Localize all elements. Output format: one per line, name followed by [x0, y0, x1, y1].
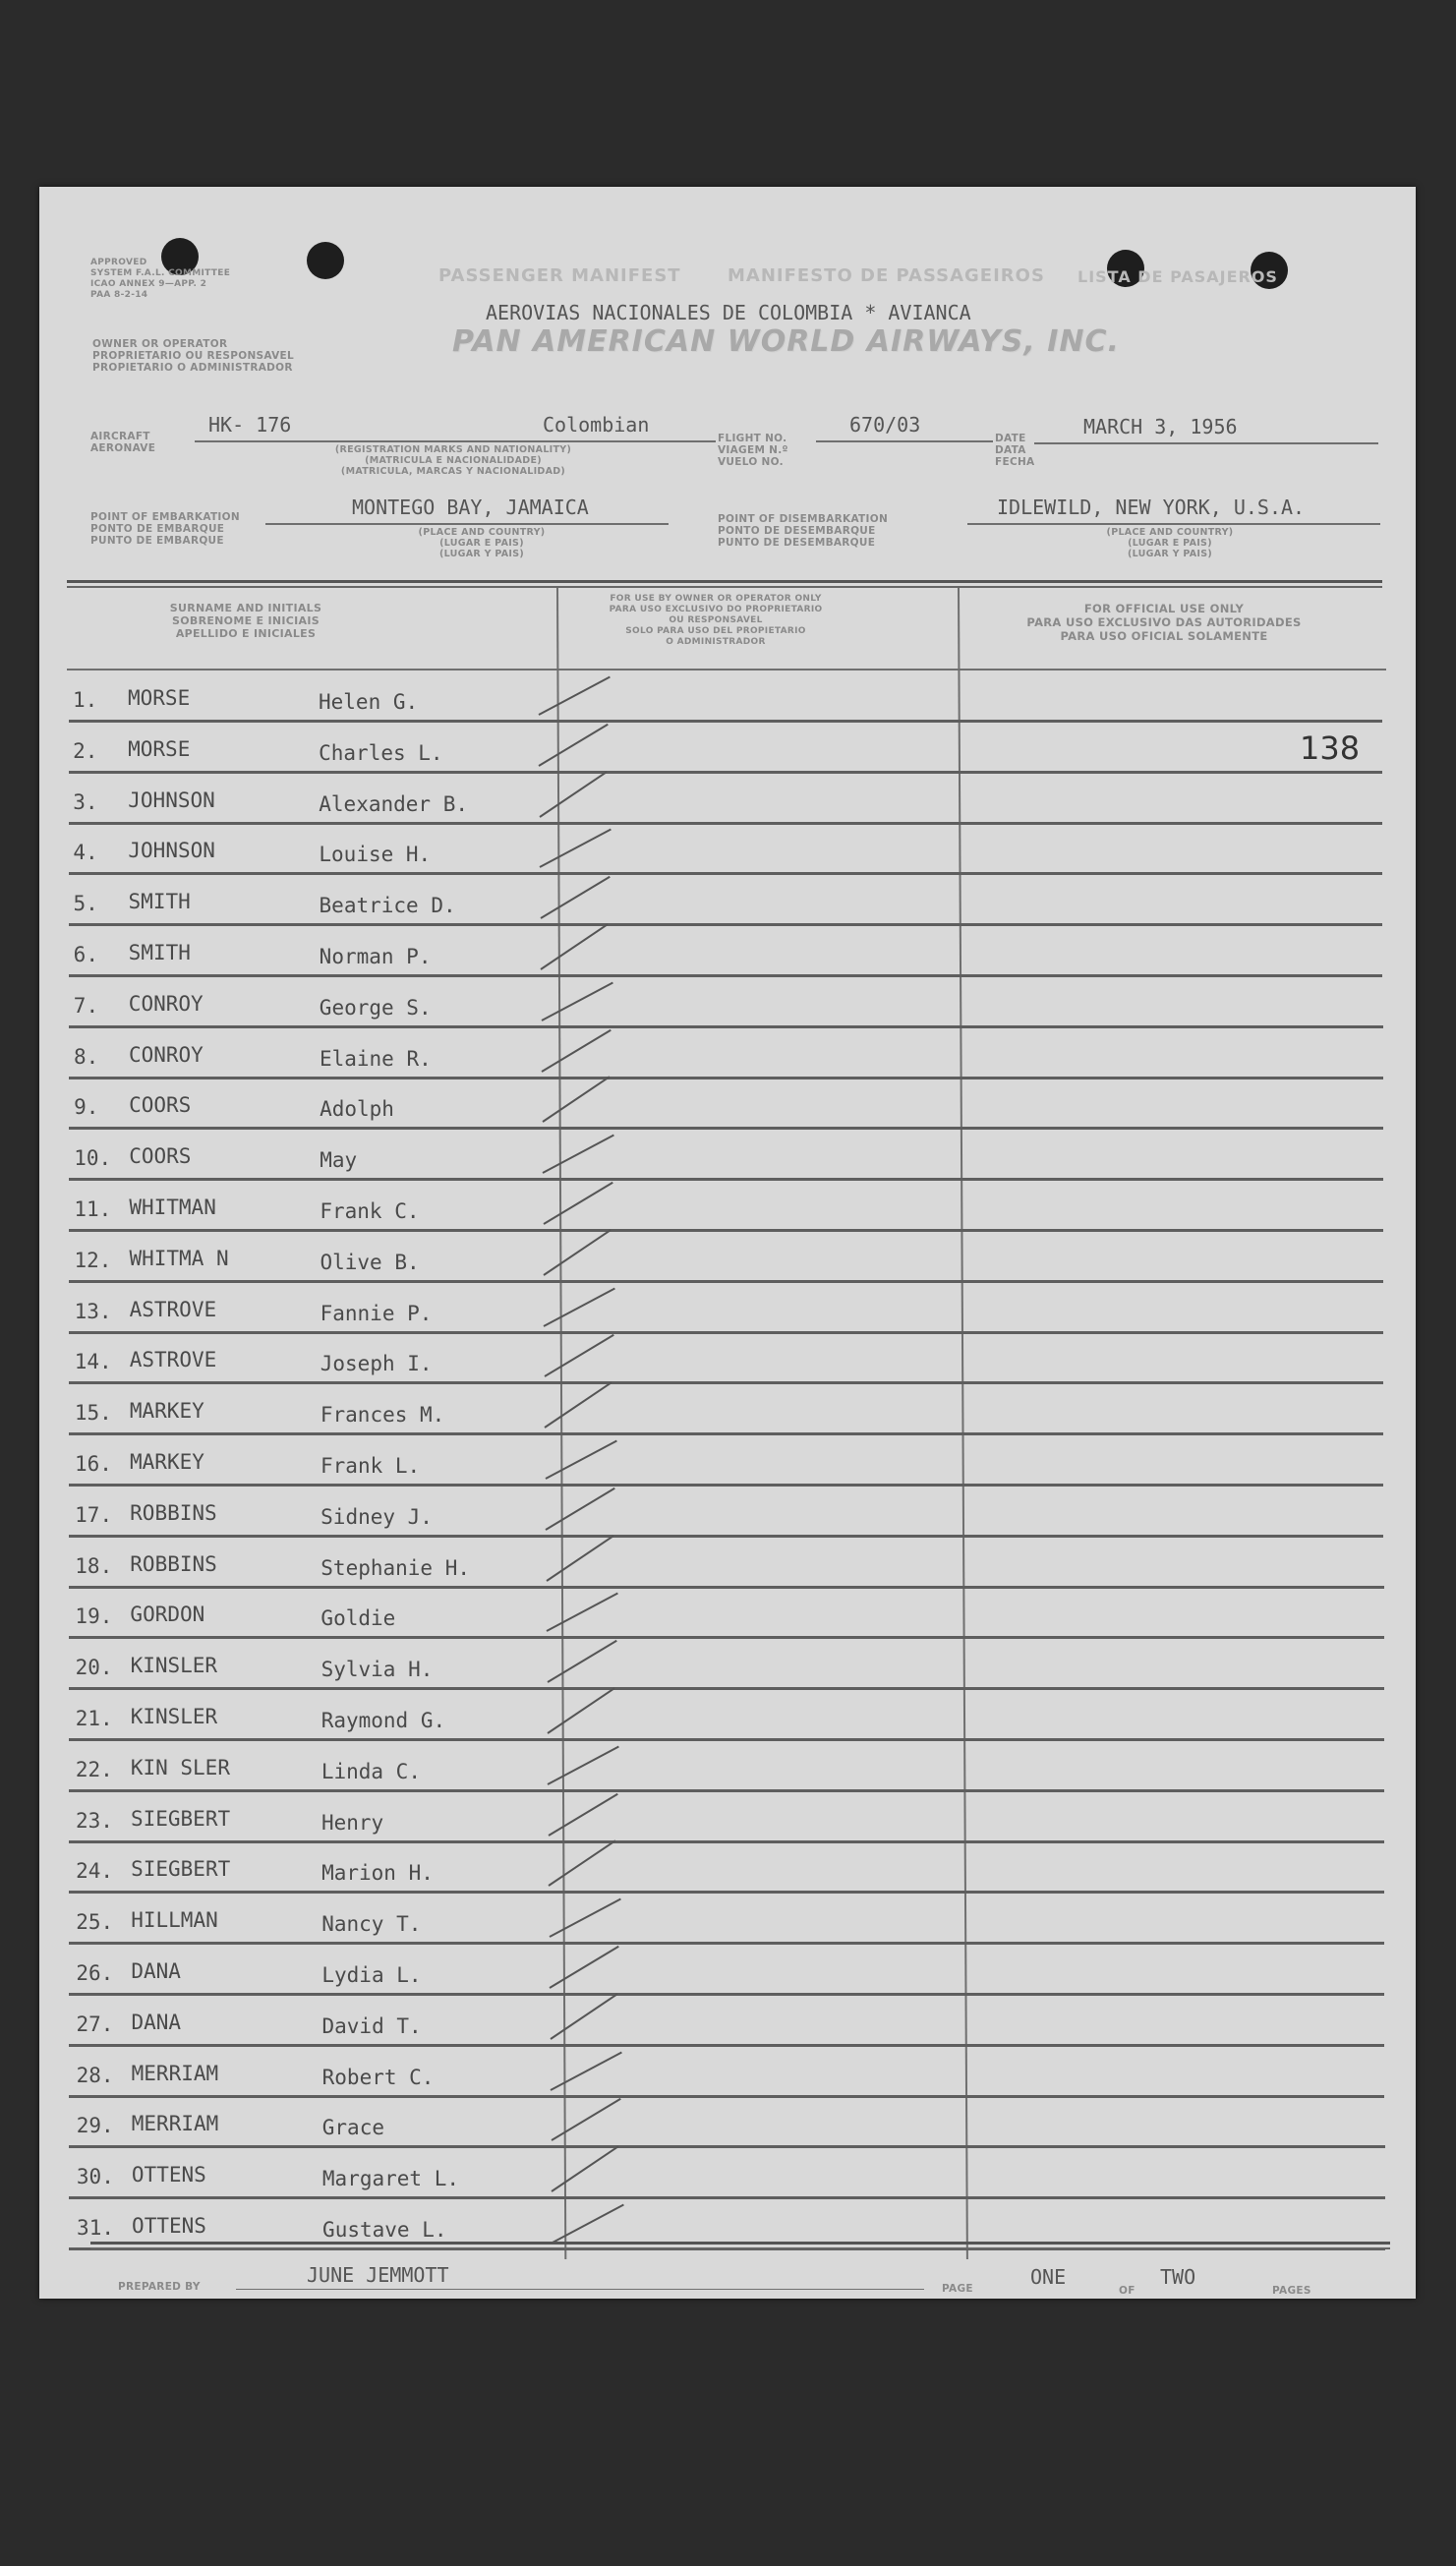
- date-labels: DATE DATA FECHA: [995, 433, 1035, 468]
- passenger-surname: WHITMA N: [129, 1246, 229, 1270]
- aircraft-underline: [195, 440, 716, 442]
- passenger-surname: MERRIAM: [131, 2112, 219, 2136]
- passenger-given-name: May: [320, 1148, 358, 1173]
- row-number: 20.: [75, 1656, 113, 1680]
- check-mark: [542, 1077, 610, 1124]
- date-underline: [1034, 442, 1378, 444]
- check-mark: [539, 676, 611, 716]
- column-header-official: FOR OFFICIAL USE ONLY PARA USO EXCLUSIVO DAS AUTORIDADES PARA USO OFICIAL SOLAMENTE: [1026, 602, 1302, 643]
- row-rule: [69, 1789, 1384, 1792]
- check-mark: [540, 876, 610, 919]
- passenger-surname: ROBBINS: [130, 1500, 217, 1525]
- row-rule: [69, 2196, 1385, 2199]
- check-mark: [547, 1687, 614, 1734]
- check-mark: [543, 1229, 611, 1276]
- passenger-surname: SMITH: [128, 890, 191, 914]
- check-mark: [550, 1946, 619, 1989]
- row-number: 1.: [73, 688, 98, 712]
- prepared-label: PREPARED BY: [118, 2281, 201, 2293]
- passenger-given-name: Marion H.: [321, 1861, 434, 1886]
- row-number: 18.: [75, 1553, 113, 1578]
- table-top-rule: [67, 580, 1382, 583]
- row-number: 7.: [73, 993, 99, 1018]
- registration-labels: (REGISTRATION MARKS AND NATIONALITY) (MATRICULA E NACIONALIDADE) (MATRICULA, MARCAS Y NACIONALIDAD): [334, 444, 572, 477]
- passenger-given-name: Robert C.: [321, 2065, 435, 2089]
- passenger-surname: OTTENS: [132, 2214, 206, 2238]
- row-number: 19.: [75, 1604, 113, 1629]
- total-pages-value: TWO: [1160, 2265, 1196, 2289]
- check-mark: [542, 1029, 612, 1073]
- row-number: 14.: [74, 1350, 112, 1374]
- disembark-place-labels: (PLACE AND COUNTRY) (LUGAR E PAIS) (LUGAR Y PAIS): [1106, 527, 1234, 559]
- row-number: 2.: [73, 738, 98, 763]
- table-bottom-rule-2: [90, 2247, 1390, 2249]
- check-mark: [551, 2051, 622, 2090]
- passenger-surname: DANA: [131, 2010, 182, 2034]
- page-value: ONE: [1030, 2265, 1067, 2289]
- column-divider-2: [958, 588, 968, 2259]
- row-rule: [69, 2145, 1385, 2148]
- passenger-given-name: Charles L.: [319, 740, 443, 765]
- check-mark: [546, 1535, 613, 1582]
- passenger-given-name: Beatrice D.: [319, 894, 456, 918]
- row-number: 31.: [77, 2216, 114, 2240]
- check-mark: [541, 981, 612, 1021]
- row-rule: [69, 974, 1382, 977]
- check-mark: [548, 1793, 617, 1837]
- of-label: OF: [1119, 2285, 1136, 2297]
- row-number: 21.: [75, 1707, 113, 1730]
- passenger-given-name: Sidney J.: [320, 1504, 433, 1529]
- row-rule: [69, 1229, 1383, 1232]
- row-rule: [69, 2044, 1384, 2047]
- row-rule: [69, 2095, 1384, 2098]
- title-pt: MANIFESTO DE PASSAGEIROS: [728, 265, 1045, 286]
- passenger-given-name: Margaret L.: [321, 2167, 459, 2191]
- pages-label: PAGES: [1272, 2285, 1311, 2297]
- row-number: 8.: [73, 1044, 99, 1069]
- flight-value: 670/03: [849, 413, 921, 437]
- check-mark: [540, 829, 612, 868]
- passenger-given-name: Frances M.: [320, 1403, 445, 1428]
- row-rule: [69, 1432, 1383, 1435]
- embark-value: MONTEGO BAY, JAMAICA: [352, 496, 589, 519]
- check-mark: [549, 1840, 616, 1888]
- passenger-surname: MERRIAM: [131, 2061, 219, 2085]
- row-number: 24.: [76, 1859, 114, 1884]
- passenger-surname: ROBBINS: [130, 1551, 217, 1576]
- check-mark: [552, 2204, 623, 2244]
- check-mark: [546, 1487, 615, 1531]
- nationality-value: Colombian: [543, 413, 650, 437]
- row-number: 9.: [74, 1095, 99, 1120]
- embark-underline: [265, 523, 669, 525]
- disembark-labels: POINT OF DISEMBARKATION PONTO DE DESEMBARQUE PUNTO DE DESEMBARQUE: [718, 513, 889, 549]
- passenger-surname: WHITMAN: [129, 1196, 216, 1219]
- passenger-given-name: Elaine R.: [319, 1046, 432, 1071]
- passenger-surname: ASTROVE: [129, 1348, 217, 1372]
- passenger-surname: OTTENS: [131, 2163, 206, 2187]
- row-number: 11.: [74, 1197, 112, 1221]
- airline-name: PAN AMERICAN WORLD AIRWAYS, INC.: [452, 324, 1120, 359]
- check-mark: [543, 1135, 614, 1174]
- column-header-owner: FOR USE BY OWNER OR OPERATOR ONLY PARA USO EXCLUSIVO DO PROPRIETARIO OU RESPONSAVEL SOLO PARA USO DEL PROPIETARIO O ADMINISTRADOR: [609, 594, 823, 647]
- check-mark: [543, 1182, 612, 1225]
- passenger-surname: SIEGBERT: [130, 1806, 231, 1831]
- passenger-given-name: Adolph: [320, 1097, 394, 1122]
- row-number: 10.: [74, 1146, 112, 1171]
- check-mark: [545, 1382, 612, 1429]
- passenger-given-name: Frank L.: [320, 1454, 421, 1478]
- row-number: 29.: [76, 2114, 114, 2138]
- column-divider-1: [556, 588, 566, 2259]
- row-number: 5.: [73, 892, 98, 916]
- table-top-rule-2: [67, 586, 1382, 588]
- passenger-surname: SIEGBERT: [131, 1857, 231, 1882]
- row-rule: [69, 1942, 1384, 1945]
- row-rule: [69, 1840, 1384, 1843]
- row-number: 26.: [76, 1961, 114, 1985]
- row-number: 3.: [73, 789, 98, 814]
- check-mark: [550, 1993, 617, 2040]
- row-number: 13.: [74, 1299, 112, 1323]
- row-rule: [69, 771, 1382, 774]
- row-number: 12.: [74, 1248, 112, 1272]
- passenger-surname: COORS: [129, 1093, 192, 1118]
- check-mark: [547, 1593, 618, 1632]
- column-header-name: SURNAME AND INITIALS SOBRENOME E INICIAIS APELLIDO E INICIALES: [169, 602, 322, 640]
- row-number: 23.: [75, 1808, 113, 1833]
- check-mark: [551, 2146, 618, 2193]
- row-number: 30.: [76, 2165, 114, 2189]
- check-mark: [549, 1898, 620, 1938]
- passenger-surname: MARKEY: [129, 1399, 204, 1424]
- passenger-surname: SMITH: [128, 941, 191, 964]
- row-rule: [69, 1077, 1383, 1079]
- flight-underline: [816, 440, 993, 442]
- punch-hole: [307, 242, 344, 279]
- row-number: 15.: [74, 1401, 112, 1426]
- row-number: 28.: [76, 2063, 114, 2087]
- passenger-surname: CONROY: [128, 1042, 204, 1067]
- passenger-surname: JOHNSON: [128, 787, 215, 812]
- date-value: MARCH 3, 1956: [1083, 415, 1238, 438]
- row-rule: [69, 1484, 1383, 1487]
- row-rule: [69, 1381, 1383, 1384]
- passenger-given-name: Linda C.: [320, 1759, 421, 1783]
- passenger-surname: HILLMAN: [131, 1908, 218, 1933]
- row-rule: [69, 1586, 1384, 1589]
- row-number: 17.: [75, 1502, 113, 1527]
- check-mark: [544, 1334, 613, 1377]
- check-mark: [547, 1640, 616, 1683]
- row-number: 4.: [73, 841, 98, 865]
- row-number: 16.: [75, 1452, 112, 1476]
- passenger-surname: MORSE: [128, 736, 191, 761]
- aircraft-value: HK- 176: [208, 413, 292, 437]
- approval-block: APPROVED SYSTEM F.A.L. COMMITTEE ICAO ANNEX 9—APP. 2 PAA 8-2-14: [90, 258, 231, 300]
- aircraft-labels: AIRCRAFT AERONAVE: [90, 431, 156, 454]
- row-rule: [69, 1280, 1383, 1283]
- passenger-given-name: Fannie P.: [320, 1301, 433, 1325]
- passenger-given-name: Goldie: [320, 1606, 396, 1631]
- embark-place-labels: (PLACE AND COUNTRY) (LUGAR E PAIS) (LUGAR Y PAIS): [418, 527, 546, 559]
- passenger-surname: KINSLER: [130, 1705, 218, 1728]
- title-en: PASSENGER MANIFEST: [438, 265, 681, 286]
- passenger-given-name: Joseph I.: [320, 1352, 433, 1376]
- passenger-surname: COORS: [129, 1144, 192, 1169]
- row-rule: [69, 822, 1382, 825]
- row-rule: [69, 720, 1382, 723]
- check-mark: [541, 923, 609, 970]
- passenger-surname: DANA: [131, 1959, 181, 1983]
- passenger-given-name: Lydia L.: [321, 1963, 422, 1987]
- disembark-value: IDLEWILD, NEW YORK, U.S.A.: [997, 496, 1306, 519]
- row-rule: [69, 1993, 1384, 1996]
- row-rule: [69, 1331, 1383, 1334]
- check-mark: [539, 724, 609, 767]
- passenger-given-name: Norman P.: [319, 945, 432, 968]
- row-number: 25.: [76, 1910, 114, 1935]
- check-mark: [544, 1287, 615, 1326]
- table-bottom-rule: [90, 2242, 1390, 2245]
- row-rule: [69, 1535, 1383, 1538]
- passenger-given-name: Stephanie H.: [320, 1555, 470, 1580]
- check-mark: [548, 1745, 619, 1784]
- passenger-given-name: George S.: [319, 995, 432, 1020]
- row-rule: [69, 923, 1382, 926]
- title-es: LISTA DE PASAJEROS: [1077, 267, 1278, 286]
- passenger-given-name: Alexander B.: [319, 791, 468, 816]
- check-mark: [545, 1440, 616, 1480]
- passenger-given-name: Helen G.: [319, 690, 419, 714]
- operator-typed: AEROVIAS NACIONALES DE COLOMBIA * AVIANCA: [486, 301, 971, 324]
- passenger-given-name: Frank C.: [320, 1199, 420, 1223]
- passenger-surname: CONROY: [128, 991, 204, 1016]
- flight-labels: FLIGHT NO. VIAGEM N.º VUELO NO.: [718, 433, 788, 468]
- passenger-given-name: Gustave L.: [322, 2218, 447, 2242]
- passenger-given-name: Olive B.: [320, 1250, 420, 1274]
- passenger-surname: KINSLER: [130, 1654, 218, 1678]
- owner-labels: OWNER OR OPERATOR PROPRIETARIO OU RESPONSAVEL PROPIETARIO O ADMINISTRADOR: [92, 338, 295, 374]
- official-stamp-number: 138: [1300, 729, 1361, 767]
- disembark-underline: [967, 523, 1380, 525]
- prepared-underline: [236, 2289, 924, 2290]
- passenger-given-name: Sylvia H.: [320, 1658, 434, 1682]
- passenger-surname: ASTROVE: [129, 1297, 217, 1321]
- passenger-given-name: Nancy T.: [321, 1912, 422, 1937]
- passenger-given-name: Henry: [320, 1810, 384, 1835]
- row-rule: [69, 1738, 1384, 1741]
- passenger-given-name: Louise H.: [319, 843, 432, 867]
- page-label: PAGE: [942, 2283, 973, 2295]
- header-bottom-rule: [67, 669, 1386, 671]
- passenger-given-name: Grace: [321, 2116, 384, 2140]
- passenger-surname: KIN SLER: [130, 1755, 230, 1779]
- passenger-given-name: Raymond G.: [320, 1709, 446, 1732]
- passenger-surname: GORDON: [130, 1603, 205, 1627]
- passenger-given-name: David T.: [321, 2013, 422, 2038]
- manifest-sheet: [39, 187, 1416, 2299]
- check-mark: [539, 771, 607, 818]
- passenger-surname: MARKEY: [130, 1450, 204, 1474]
- row-number: 27.: [76, 2012, 114, 2036]
- row-rule: [69, 872, 1382, 875]
- prepared-value: JUNE JEMMOTT: [307, 2263, 449, 2287]
- row-rule: [69, 1025, 1383, 1028]
- embark-labels: POINT OF EMBARKATION PONTO DE EMBARQUE PUNTO DE EMBARQUE: [90, 511, 240, 547]
- row-number: 6.: [73, 943, 98, 966]
- row-rule: [69, 1687, 1384, 1690]
- row-rule: [69, 1127, 1383, 1130]
- row-rule: [69, 1178, 1383, 1181]
- row-rule: [69, 1636, 1384, 1639]
- passenger-surname: MORSE: [128, 686, 191, 710]
- row-rule: [69, 1891, 1384, 1894]
- check-mark: [551, 2098, 620, 2141]
- row-number: 22.: [75, 1757, 113, 1781]
- passenger-surname: JOHNSON: [128, 839, 215, 863]
